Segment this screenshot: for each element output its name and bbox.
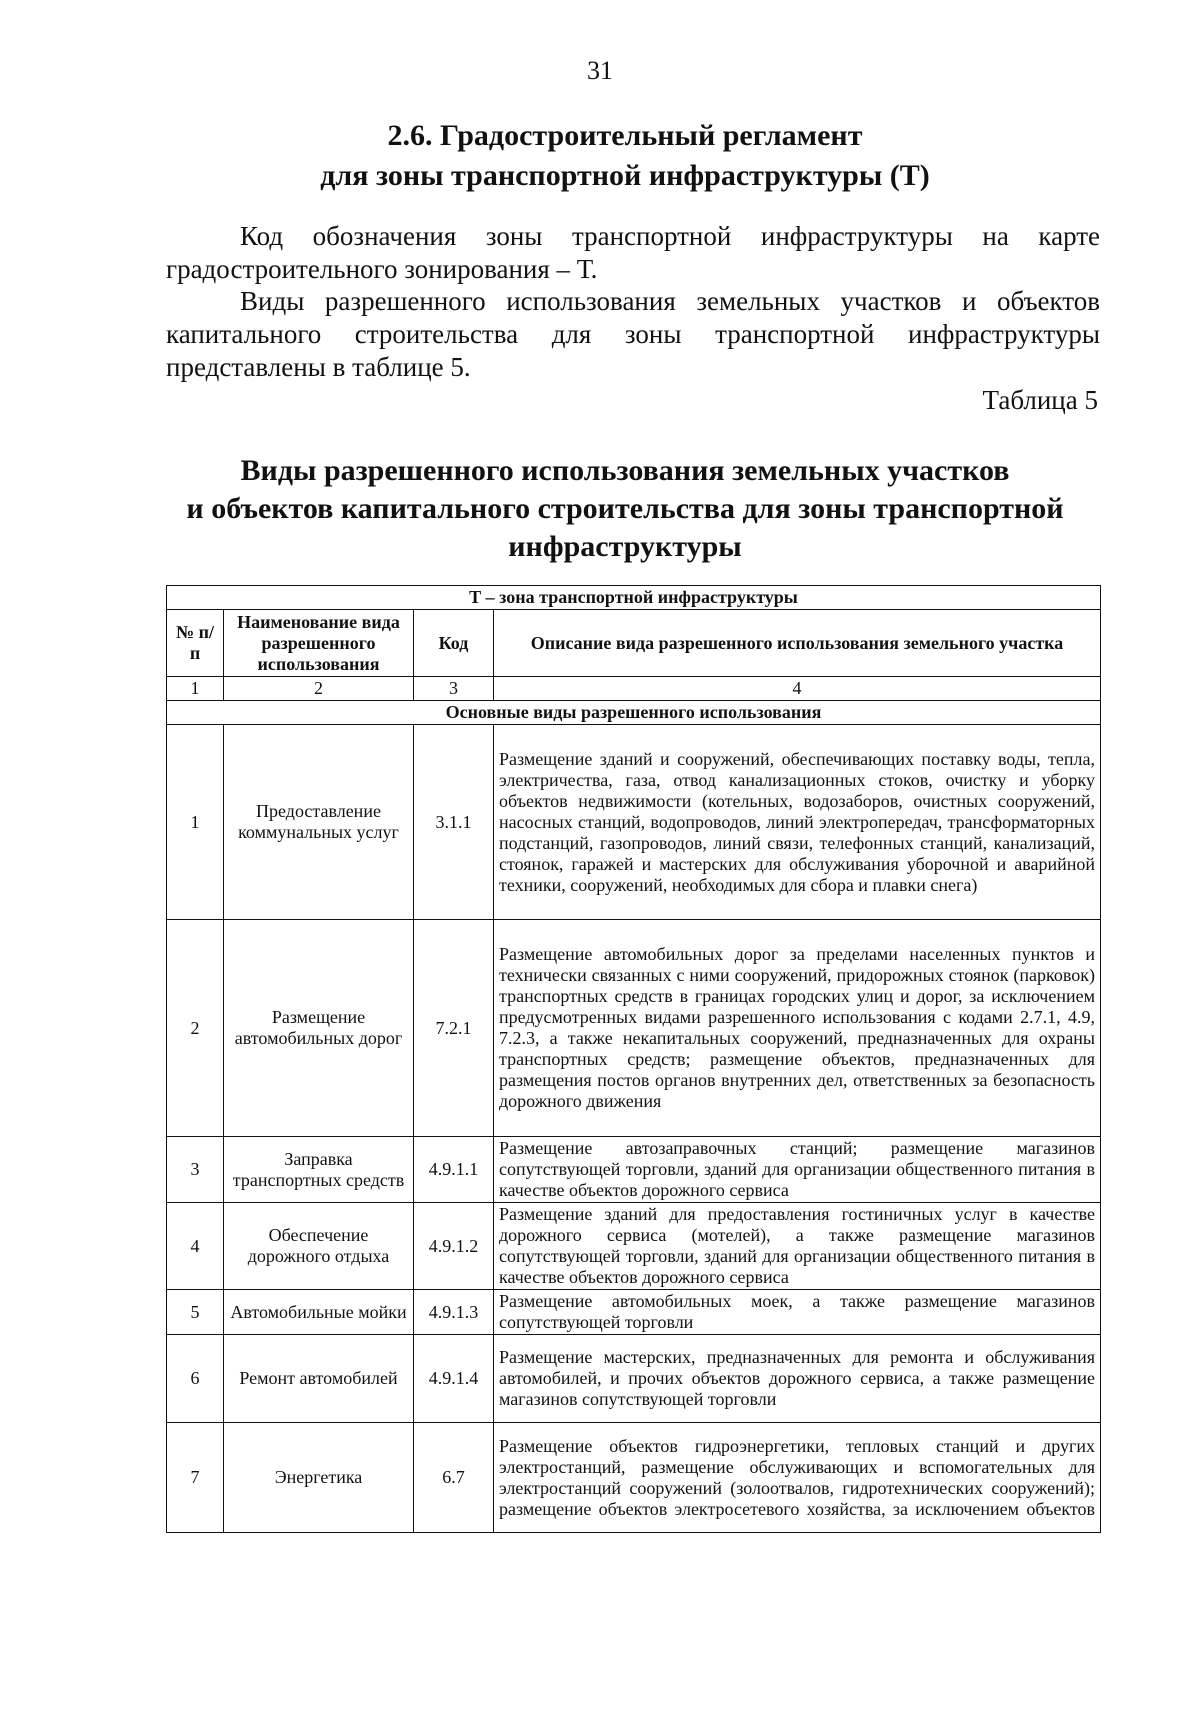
- table-row: [167, 920, 1101, 1137]
- row-code: 7.2.1: [414, 920, 494, 1137]
- page-number: 31: [587, 56, 613, 85]
- paragraph-zone-code-text: Код обозначения зоны транспортной инфраструктуры на карте градостроительного зонирования – Т.: [166, 221, 1100, 284]
- column-number-2: 2: [224, 677, 414, 701]
- row-description: Размещение автомобильных моек, а также размещение магазинов сопутствующей торговли: [494, 1290, 1101, 1335]
- row-name: Обеспечение дорожного отдыха: [224, 1203, 414, 1290]
- row-description: Размещение автозаправочных станций; размещение магазинов сопутствующей торговли, зданий для организации общественного питания в качестве объектов дорожного сервиса: [494, 1137, 1101, 1203]
- table-row: [167, 1335, 1101, 1423]
- row-description: Размещение объектов гидроэнергетики, тепловых станций и других электростанций, размещение обслуживающих и вспомогательных для электростанций сооружений (золоотвалов, гидротехнических сооружений); размещение объектов электросетевого хозяйства, за исключением объектов: [494, 1423, 1101, 1533]
- group-header: Основные виды разрешенного использования: [167, 701, 1101, 725]
- row-number: 4: [167, 1203, 224, 1290]
- column-number-4: 4: [494, 677, 1101, 701]
- column-number-3: 3: [414, 677, 494, 701]
- table-label: Таблица 5: [982, 385, 1098, 415]
- column-header-description: Описание вида разрешенного использования земельного участка: [494, 610, 1101, 677]
- row-name: Автомобильные мойки: [224, 1290, 414, 1335]
- column-header-code: Код: [414, 610, 494, 677]
- table-title-line-2: и объектов капитального строительства для зоны транспортной: [186, 492, 1064, 525]
- row-code: 3.1.1: [414, 725, 494, 920]
- row-number: 3: [167, 1137, 224, 1203]
- row-name: Ремонт автомобилей: [224, 1335, 414, 1423]
- row-number: 5: [167, 1290, 224, 1335]
- row-description: Размещение зданий и сооружений, обеспечивающих поставку воды, тепла, электричества, газа, отвод канализационных стоков, очистку и уборку объектов недвижимости (котельных, водозаборов, очистных сооружений, насосных станций, водопроводов, линий электропередач, трансформаторных подстанций, газопроводов, линий связи, телефонных станций, канализаций, стоянок, гаражей и мастерских для обслуживания уборочной и аварийной техники, сооружений, необходимых для сбора и плавки снега): [494, 725, 1101, 920]
- section-title: [150, 116, 1100, 196]
- row-name: Заправка транспортных средств: [224, 1137, 414, 1203]
- column-number-1: 1: [167, 677, 224, 701]
- row-number: 1: [167, 725, 224, 920]
- table-row: [167, 1137, 1101, 1203]
- paragraph-zone-code: [166, 220, 1100, 286]
- column-header-row: [167, 610, 1101, 677]
- row-code: 4.9.1.1: [414, 1137, 494, 1203]
- column-header-number: № п/п: [167, 610, 224, 677]
- row-description: Размещение автомобильных дорог за пределами населенных пунктов и технически связанных с ними сооружений, придорожных стоянок (парковок) транспортных средств в границах городских улиц и дорог, за исключением предусмотренных видами разрешенного использования с кодами 2.7.1, 4.9, 7.2.3, а также некапитальных сооружений, предназначенных для охраны транспортных средств; размещение объектов, предназначенных для размещения постов органов внутренних дел, ответственных за безопасность дорожного движения: [494, 920, 1101, 1137]
- section-title-line-1: 2.6. Градостроительный регламент: [387, 119, 863, 152]
- row-code: 6.7: [414, 1423, 494, 1533]
- row-name: Предоставление коммунальных услуг: [224, 725, 414, 920]
- table-row: [167, 1203, 1101, 1290]
- row-code: 4.9.1.3: [414, 1290, 494, 1335]
- section-title-line-2: для зоны транспортной инфраструктуры (Т): [320, 159, 930, 192]
- row-number: 6: [167, 1335, 224, 1423]
- paragraph-table-reference-text: Виды разрешенного использования земельных участков и объектов капитального строительства для зоны транспортной инфраструктуры представлены в таблице 5.: [166, 286, 1100, 382]
- row-number: 2: [167, 920, 224, 1137]
- table-row: [167, 1423, 1101, 1533]
- group-header-row: [167, 701, 1101, 725]
- row-name: Энергетика: [224, 1423, 414, 1533]
- zone-header-row: [167, 586, 1101, 610]
- column-number-row: [167, 677, 1101, 701]
- zone-header: Т – зона транспортной инфраструктуры: [167, 586, 1101, 610]
- row-number: 7: [167, 1423, 224, 1533]
- row-code: 4.9.1.4: [414, 1335, 494, 1423]
- table-title-line-3: инфраструктуры: [508, 530, 742, 563]
- table-row: [167, 725, 1101, 920]
- row-name: Размещение автомобильных дорог: [224, 920, 414, 1137]
- column-header-name: Наименование вида разрешенного использования: [224, 610, 414, 677]
- table-row: [167, 1290, 1101, 1335]
- row-description: Размещение мастерских, предназначенных для ремонта и обслуживания автомобилей, и прочих объектов дорожного сервиса, а также размещение магазинов сопутствующей торговли: [494, 1335, 1101, 1423]
- row-description: Размещение зданий для предоставления гостиничных услуг в качестве дорожного сервиса (мотелей), а также размещение магазинов сопутствующей торговли, зданий для организации общественного питания в качестве объектов дорожного сервиса: [494, 1203, 1101, 1290]
- row-code: 4.9.1.2: [414, 1203, 494, 1290]
- table-title-line-1: Виды разрешенного использования земельных участков: [240, 454, 1010, 487]
- land-use-table: [166, 585, 1101, 1533]
- paragraph-table-reference: [166, 285, 1100, 384]
- table-title: [150, 452, 1100, 566]
